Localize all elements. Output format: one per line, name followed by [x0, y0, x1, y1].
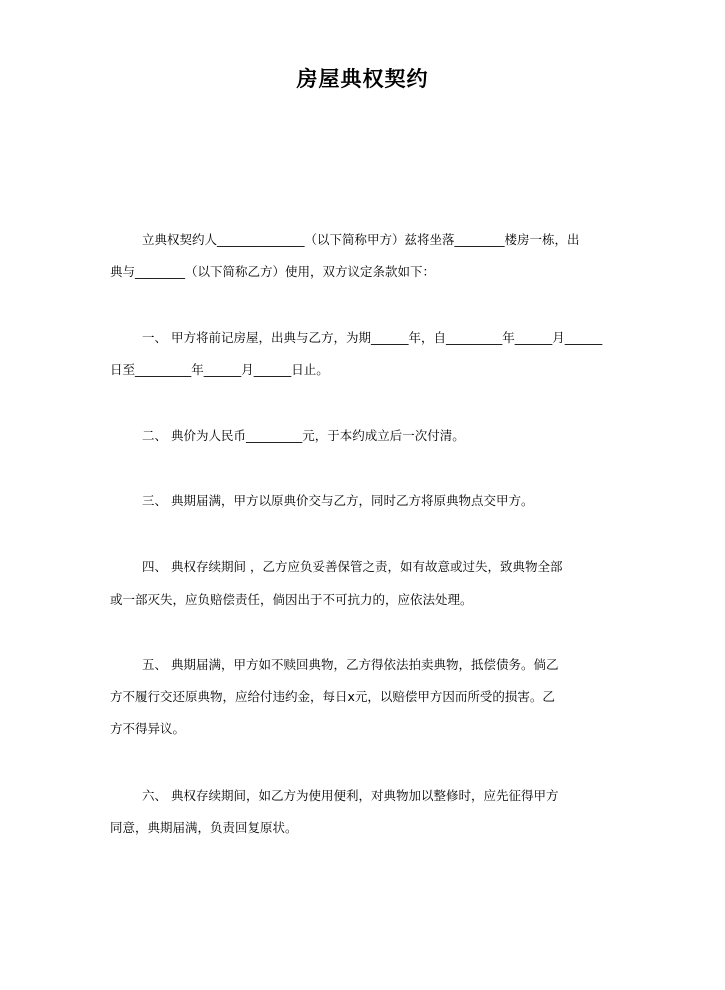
preamble-line-2: 典与________（以下简称乙方）使用，双方议定条款如下：: [110, 264, 436, 279]
clause-6-line-1: 六、 典权存续期间，如乙方为使用便利，对典物加以整修时，应先征得甲方: [142, 788, 559, 803]
preamble-line-1: 立典权契约人______________（以下简称甲方）兹将坐落________楼房一栋，出: [142, 232, 580, 247]
clause-4-line-2: 或一部灭失，应负赔偿责任，倘因出于不可抗力的，应依法处理。: [110, 592, 473, 607]
clause-4-line-1: 四、 典权存续期间 ，乙方应负妥善保管之责，如有故意或过失，致典物全部: [142, 559, 563, 574]
clause-1-line-2: 日至_________年______月______日止。: [110, 362, 329, 377]
clause-5-line-2: 方不履行交还原典物，应给付违约金，每日x元，以赔偿甲方因而所受的损害。乙: [110, 689, 555, 704]
clause-6-line-2: 同意，典期届满，负责回复原状。: [110, 820, 298, 835]
clause-5-line-3: 方不得异议。: [110, 721, 186, 736]
document-title: 房屋典权契约: [296, 67, 429, 91]
clause-2-line-1: 二、 典价为人民币_________元，于本约成立后一次付清。: [142, 428, 465, 443]
clause-3-line-1: 三、 典期届满，甲方以原典价交与乙方，同时乙方将原典物点交甲方。: [142, 493, 534, 508]
clause-5-line-1: 五、 典期届满，甲方如不赎回典物，乙方得依法拍卖典物，抵偿债务。倘乙: [142, 657, 559, 672]
clause-1-line-1: 一、 甲方将前记房屋，出典与乙方，为期______年，自_________年______月______: [142, 330, 603, 345]
